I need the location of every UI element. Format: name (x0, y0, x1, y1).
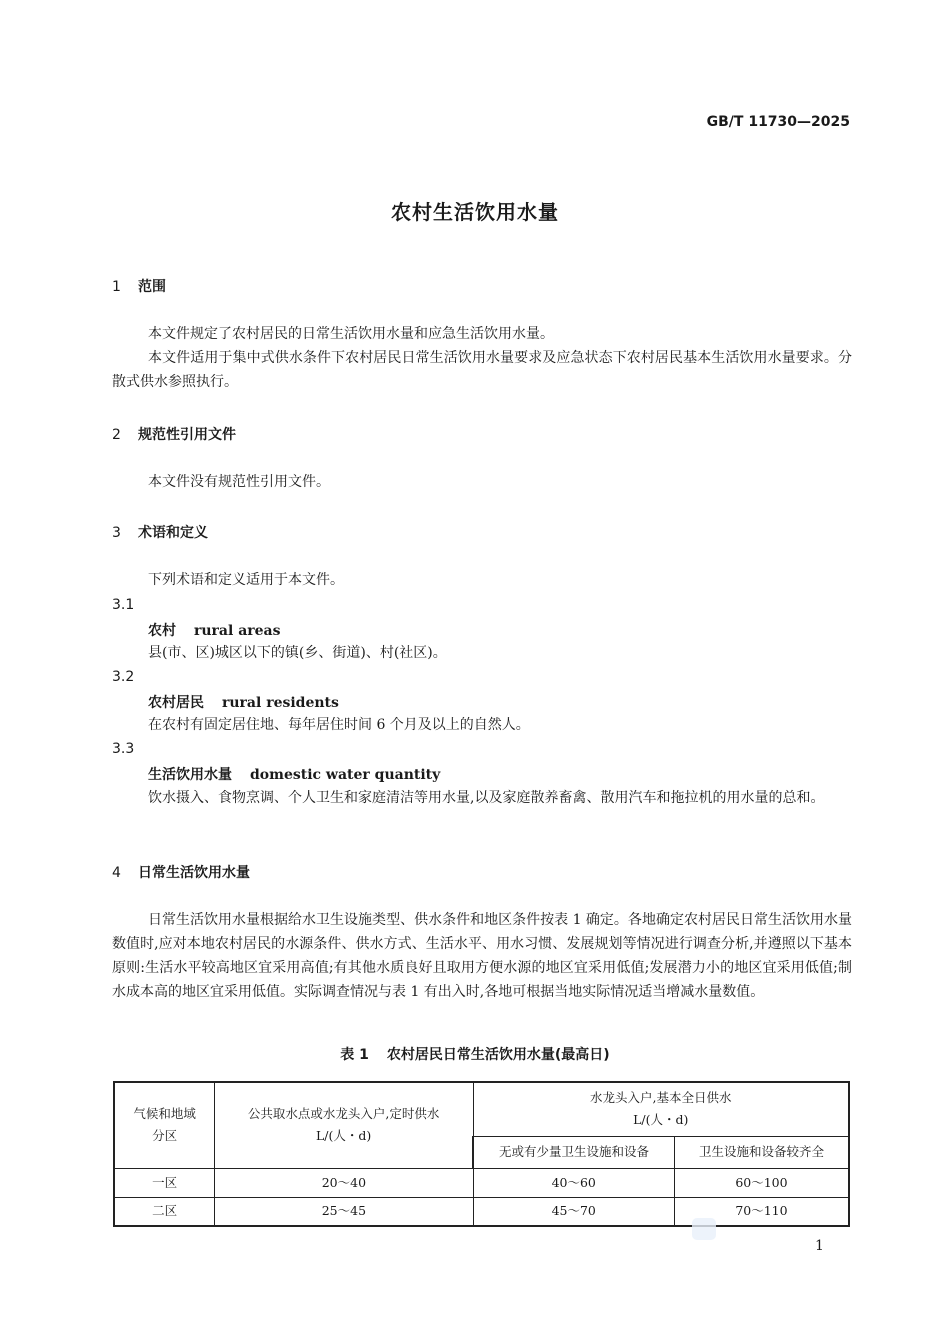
cell-public: 20～40 (215, 1168, 473, 1197)
term-english: rural residents (222, 695, 339, 711)
term-chinese: 农村 (148, 623, 176, 639)
term-definition: 在农村有固定居住地、每年居住时间 6 个月及以上的自然人。 (148, 717, 530, 733)
table-header-row (114, 1082, 849, 1136)
header-public-supply (215, 1082, 473, 1168)
cell-tap-b: 70～110 (674, 1197, 849, 1226)
section-1-paragraph-1: 本文件规定了农村居民的日常生活饮用水量和应急生活饮用水量。 (148, 326, 554, 342)
section-number: 3 (112, 525, 121, 541)
header-tap-sub-a: 无或有少量卫生设施和设备 (473, 1136, 674, 1168)
term-english: rural areas (194, 623, 281, 639)
cell-tap-a: 45～70 (473, 1197, 674, 1226)
section-number: 1 (112, 279, 121, 295)
cell-zone: 二区 (114, 1197, 215, 1226)
term-entry (148, 764, 440, 784)
section-2-paragraph-1: 本文件没有规范性引用文件。 (148, 474, 330, 490)
table-title: 农村居民日常生活饮用水量(最高日) (386, 1047, 610, 1063)
term-entry (148, 692, 339, 712)
section-number: 4 (112, 865, 121, 881)
section-1-heading (112, 276, 166, 296)
header-tap-sub-b: 卫生设施和设备较齐全 (674, 1136, 849, 1168)
header-public-line-1: 公共取水点或水龙头入户,定时供水 (247, 1106, 440, 1122)
term-number: 3.3 (112, 741, 135, 757)
header-zone-line-1: 气候和地域 (133, 1106, 196, 1122)
term-number: 3.2 (112, 669, 135, 685)
header-tap-supply (473, 1082, 849, 1136)
section-title: 日常生活饮用水量 (138, 865, 250, 881)
cell-tap-a: 40～60 (473, 1168, 674, 1197)
table-row (114, 1197, 849, 1226)
section-number: 2 (112, 427, 121, 443)
section-3-heading (112, 522, 208, 542)
term-entry (148, 620, 281, 640)
header-zone (114, 1082, 215, 1168)
section-1-paragraph-2: 本文件适用于集中式供水条件下农村居民日常生活饮用水量要求及应急状态下农村居民基本生活饮用水量要求。分散式供水参照执行。 (112, 350, 852, 390)
table-number: 表 1 (340, 1047, 369, 1063)
term-definition: 县(市、区)城区以下的镇(乡、街道)、村(社区)。 (148, 645, 447, 661)
cell-tap-b: 60～100 (674, 1168, 849, 1197)
water-quantity-table (113, 1081, 850, 1227)
document-title: 农村生活饮用水量 (391, 200, 559, 224)
term-chinese: 生活饮用水量 (148, 767, 232, 783)
header-zone-line-2: 分区 (152, 1128, 178, 1144)
cell-public: 25～45 (215, 1197, 473, 1226)
header-public-unit: L/(人・d) (315, 1128, 372, 1144)
cell-zone: 一区 (114, 1168, 215, 1197)
header-tap-unit: L/(人・d) (633, 1112, 689, 1128)
section-title: 范围 (138, 279, 166, 295)
section-title: 规范性引用文件 (138, 427, 236, 443)
term-definition: 饮水摄入、食物烹调、个人卫生和家庭清洁等用水量,以及家庭散养畜禽、散用汽车和拖拉机的用水量的总和。 (148, 790, 825, 806)
term-chinese: 农村居民 (148, 695, 204, 711)
standard-code: GB/T 11730—2025 (706, 114, 850, 130)
table-row (114, 1168, 849, 1197)
section-2-heading (112, 424, 236, 444)
page-number: 1 (815, 1238, 824, 1254)
section-title: 术语和定义 (138, 525, 208, 541)
term-english: domestic water quantity (250, 767, 441, 783)
term-number: 3.1 (112, 597, 135, 613)
section-3-intro: 下列术语和定义适用于本文件。 (148, 572, 344, 588)
table-caption (0, 1044, 950, 1064)
watermark-stamp (692, 1218, 716, 1240)
section-4-heading (112, 862, 250, 882)
header-tap-line-1: 水龙头入户,基本全日供水 (590, 1090, 732, 1106)
section-4-paragraph-1: 日常生活饮用水量根据给水卫生设施类型、供水条件和地区条件按表 1 确定。各地确定农村居民日常生活饮用水量数值时,应对本地农村居民的水源条件、供水方式、生活水平、用水习惯、发展规划等情况进行调查分析,并遵照以下基本原则:生活水平较高地区宜采用高值;有其他水质良好且取用方便水源的地区宜采用低值;发展潜力小的地区宜采用低值;制水成本高的地区宜采用低值。实际调查情况与表 1 有出入时,各地可根据当地实际情况适当增减水量数值。 (112, 912, 852, 1000)
